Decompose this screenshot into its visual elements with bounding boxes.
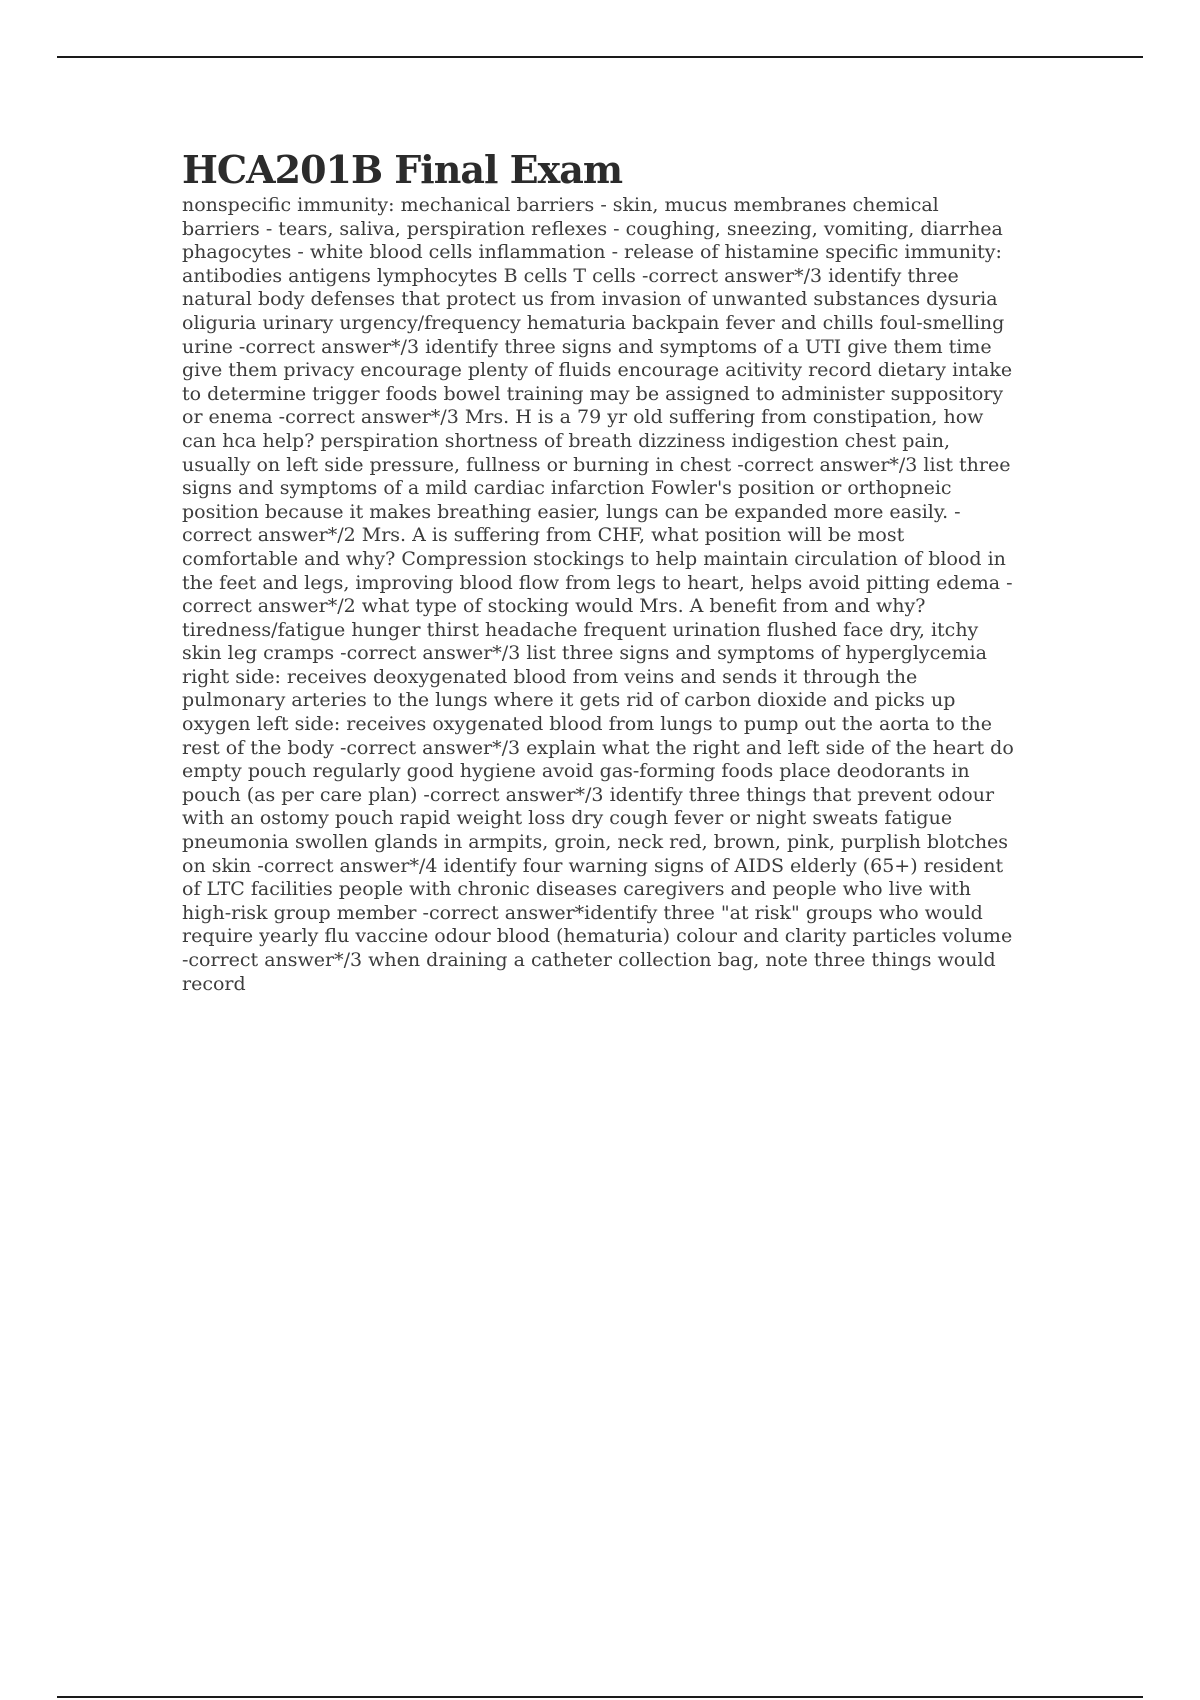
document-title: HCA201B Final Exam [182,147,623,192]
document-content [182,146,1022,996]
document-body: nonspecific immunity: mechanical barriers - skin, mucus membranes chemical barriers - tears, saliva, perspiration reflexes - coughing, sneezing, vomiting, diarrhea phagocytes - white blood cells inflammation - release of histamine specific immunity: antibodies antigens lymphocytes B cells T cells -correct answer*/3 identify three natural body defenses that protect us from invasion of unwanted substances dysuria oliguria urinary urgency/frequency hematuria backpain fever and chills foul-smelling urine -correct answer*/3 identify three signs and symptoms of a UTI give them time give them privacy encourage plenty of fluids encourage acitivity record dietary intake to determine trigger foods bowel training may be assigned to administer suppository or enema -correct answer*/3 Mrs. H is a 79 yr old suffering from constipation, how can hca help? perspiration shortness of breath dizziness indigestion chest pain, usually on left side pressure, fullness or burning in chest -correct answer*/3 list three signs and symptoms of a mild cardiac infarction Fowler's position or orthopneic position because it makes breathing easier, lungs can be expanded more easily. -correct answer*/2 Mrs. A is suffering from CHF, what position will be most comfortable and why? Compression stockings to help maintain circulation of blood in the feet and legs, improving blood flow from legs to heart, helps avoid pitting edema -correct answer*/2 what type of stocking would Mrs. A benefit from and why? tiredness/fatigue hunger thirst headache frequent urination flushed face dry, itchy skin leg cramps -correct answer*/3 list three signs and symptoms of hyperglycemia right side: receives deoxygenated blood from veins and sends it through the pulmonary arteries to the lungs where it gets rid of carbon dioxide and picks up oxygen left side: receives oxygenated blood from lungs to pump out the aorta to the rest of the body -correct answer*/3 explain what the right and left side of the heart do empty pouch regularly good hygiene avoid gas-forming foods place deodorants in pouch (as per care plan) -correct answer*/3 identify three things that prevent odour with an ostomy pouch rapid weight loss dry cough fever or night sweats fatigue pneumonia swollen glands in armpits, groin, neck red, brown, pink, purplish blotches on skin -correct answer*/4 identify four warning signs of AIDS elderly (65+) resident of LTC facilities people with chronic diseases caregivers and people who live with high-risk group member -correct answer*identify three "at risk" groups who would require yearly flu vaccine odour blood (hematuria) colour and clarity particles volume -correct answer*/3 when draining a catheter collection bag, note three things would record [182,194,1014,995]
top-divider [57,56,1143,58]
bottom-divider [57,1696,1143,1698]
